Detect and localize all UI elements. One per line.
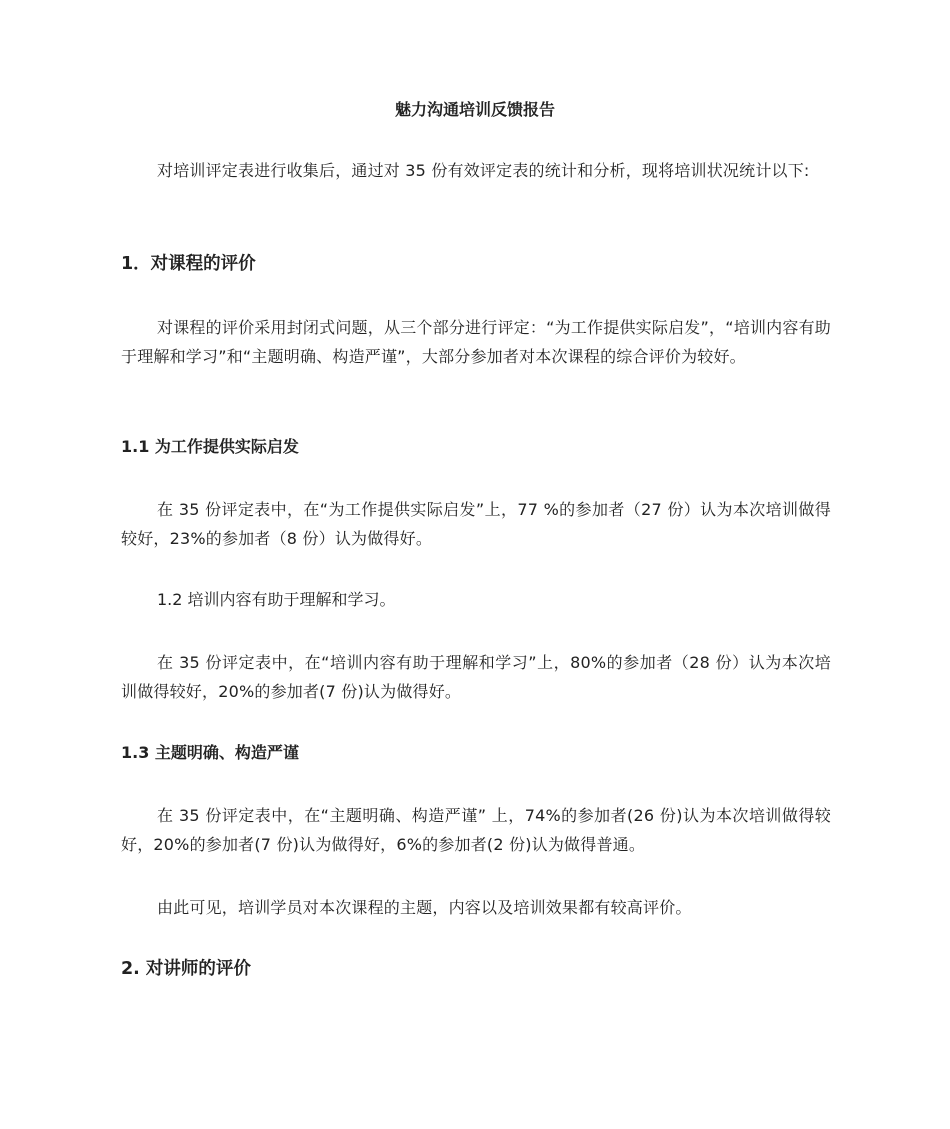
section1-1-heading: 1.1 为工作提供实际启发 (121, 437, 299, 456)
section1-3-heading: 1.3 主题明确、构造严谨 (121, 743, 299, 762)
document-title: 魅力沟通培训反馈报告 (394, 100, 555, 119)
section1-2-heading: 1.2 培训内容有助于理解和学习。 (157, 590, 396, 609)
section1-3-paragraph: 在 35 份评定表中，在“主题明确、构造严谨” 上，74%的参加者(26 份)认为本次培训做得较好，20%的参加者(7 份)认为做得好，6%的参加者(2 份)认为做得普通。 (121, 806, 831, 854)
section2-heading: 2. 对讲师的评价 (121, 959, 251, 979)
section1-1-paragraph: 在 35 份评定表中，在“为工作提供实际启发”上，77 %的参加者（27 份）认为本次培训做得较好，23%的参加者（8 份）认为做得好。 (121, 500, 831, 548)
section1-conclusion: 由此可见，培训学员对本次课程的主题，内容以及培训效果都有较高评价。 (157, 898, 692, 917)
intro-paragraph: 对培训评定表进行收集后，通过对 35 份有效评定表的统计和分析，现将培训状况统计以下: (157, 161, 810, 180)
section1-2-paragraph: 在 35 份评定表中，在“培训内容有助于理解和学习”上，80%的参加者（28 份）认为本次培训做得较好，20%的参加者(7 份)认为做得好。 (121, 653, 831, 701)
section1-heading: 1．对课程的评价 (121, 254, 256, 274)
section1-paragraph: 对课程的评价采用封闭式问题，从三个部分进行评定：“为工作提供实际启发”，“培训内容有助于理解和学习”和“主题明确、构造严谨”，大部分参加者对本次课程的综合评价为较好。 (121, 318, 831, 366)
